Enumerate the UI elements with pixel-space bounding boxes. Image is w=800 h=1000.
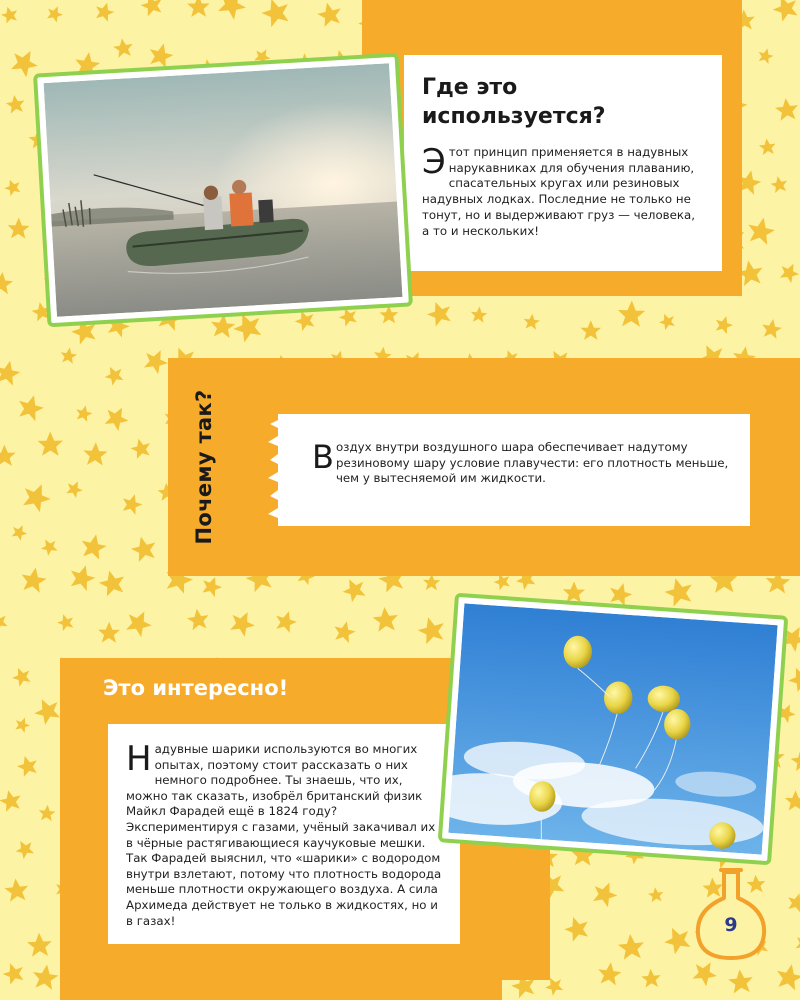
star-icon — [112, 37, 134, 58]
star-icon — [777, 260, 800, 285]
star-icon — [7, 217, 30, 239]
star-icon — [199, 573, 224, 598]
star-icon — [0, 610, 10, 633]
star-icon — [0, 788, 23, 813]
why-box — [268, 414, 750, 526]
star-icon — [756, 46, 775, 64]
star-icon — [13, 715, 32, 734]
star-icon — [30, 694, 64, 727]
where-used-body: тот принцип применяется в надувных нарукавниках для обучения плаванию, спасательных кругах или резиновых надувных лодках. Последние не только не тонут, но и выдерживают груз — человека, а то и нескольких! — [422, 145, 695, 238]
star-icon — [790, 748, 800, 772]
where-used-title-line2: используется? — [422, 104, 606, 129]
star-icon — [617, 933, 645, 960]
star-icon — [37, 431, 63, 455]
star-icon — [31, 963, 60, 991]
star-icon — [581, 320, 602, 340]
star-icon — [15, 753, 40, 778]
star-icon — [79, 532, 109, 561]
page-number: 9 — [724, 914, 738, 936]
star-icon — [0, 271, 14, 295]
star-icon — [44, 3, 65, 23]
star-icon — [74, 403, 94, 422]
star-icon — [597, 961, 623, 986]
star-icon — [186, 607, 210, 630]
star-icon — [0, 960, 27, 986]
why-title: Почему так? — [192, 389, 216, 545]
star-icon — [4, 877, 30, 902]
star-icon — [15, 392, 47, 423]
star-icon — [102, 363, 127, 387]
star-icon — [647, 886, 664, 902]
star-icon — [98, 622, 120, 643]
dropcap: В — [312, 438, 334, 476]
photo-boat-frame — [33, 53, 413, 328]
why-body: оздух внутри воздушного шара обеспечивает надутому резиновому шару условие плавучести: его плотность меньше, чем у вытесняемой им жидкости. — [335, 440, 729, 486]
star-icon — [727, 968, 754, 994]
photo-balloons-frame — [438, 593, 789, 866]
star-icon — [146, 41, 175, 69]
star-icon — [138, 0, 165, 17]
where-used-title-line1: Где это — [422, 75, 518, 100]
star-icon — [214, 0, 251, 22]
star-icon — [745, 215, 777, 246]
star-icon — [9, 522, 30, 542]
why-title-vertical — [170, 358, 238, 576]
star-icon — [5, 94, 26, 114]
star-icon — [93, 0, 116, 23]
star-icon — [589, 878, 621, 909]
star-icon — [769, 175, 789, 194]
star-icon — [67, 562, 98, 593]
star-icon — [64, 478, 86, 499]
interesting-box — [108, 724, 460, 944]
star-icon — [273, 608, 299, 634]
star-icon — [122, 606, 156, 639]
interesting-body: адувные шарики используются во многих опытах, поэтому стоит рассказать о них немного подробнее. Ты знаешь, что их, можно так сказать, изобрёл британский физик Майкл Фарадей ещё в 1824 году? Экспериментируя с газами, учёный закачивал их в чёрные растягивающиеся каучуковые мешки. Так Фарадей выяснил, что «шарики» с водородом внутри взлетают, потому что плотность водорода меньше плотности окружающего воздуха. А сила Архимеда действует не только в жидкостях, но и в газах! — [126, 742, 442, 928]
star-icon — [523, 313, 541, 330]
star-icon — [339, 574, 369, 604]
star-icon — [0, 358, 22, 386]
star-icon — [2, 177, 23, 197]
star-icon — [785, 891, 800, 914]
star-icon — [774, 97, 799, 121]
star-icon — [332, 619, 358, 644]
star-icon — [315, 0, 344, 28]
dropcap: Э — [422, 142, 446, 182]
star-icon — [187, 0, 210, 17]
dropcap: Н — [126, 739, 152, 779]
star-icon — [27, 932, 53, 957]
star-icon — [129, 534, 159, 563]
star-icon — [657, 311, 678, 331]
star-icon — [769, 0, 800, 23]
boat-photo — [44, 63, 403, 317]
star-icon — [785, 663, 800, 694]
star-icon — [129, 436, 153, 460]
balloons-photo — [448, 603, 777, 854]
star-icon — [19, 565, 48, 593]
star-icon — [562, 913, 593, 943]
why-text — [312, 440, 732, 487]
star-icon — [38, 535, 60, 557]
star-icon — [785, 790, 800, 810]
star-icon — [641, 968, 662, 988]
star-icon — [617, 300, 645, 327]
star-icon — [758, 137, 777, 155]
where-used-text — [422, 142, 704, 239]
star-icon — [38, 804, 56, 821]
page-number-badge — [686, 862, 776, 962]
star-icon — [97, 567, 128, 597]
star-icon — [9, 664, 33, 688]
star-icon — [83, 442, 108, 466]
star-icon — [760, 317, 783, 339]
star-icon — [226, 607, 258, 639]
star-icon — [415, 614, 448, 646]
star-icon — [119, 491, 144, 516]
star-icon — [0, 444, 16, 466]
star-icon — [713, 313, 735, 335]
star-icon — [12, 837, 36, 861]
star-icon — [470, 306, 488, 323]
star-icon — [793, 931, 800, 954]
star-icon — [774, 961, 800, 991]
star-icon — [424, 298, 455, 328]
star-icon — [59, 346, 78, 364]
flask-icon — [686, 862, 776, 962]
where-used-box — [404, 55, 722, 271]
star-icon — [662, 575, 696, 608]
star-icon — [258, 0, 293, 29]
star-icon — [423, 574, 440, 591]
star-icon — [0, 4, 20, 24]
star-icon — [140, 345, 171, 376]
star-icon — [19, 479, 55, 514]
star-icon — [372, 606, 400, 633]
where-used-title — [422, 73, 704, 131]
interesting-title: Это интересно! — [103, 676, 289, 700]
interesting-text — [126, 739, 442, 929]
star-icon — [55, 612, 76, 632]
star-icon — [101, 402, 133, 433]
